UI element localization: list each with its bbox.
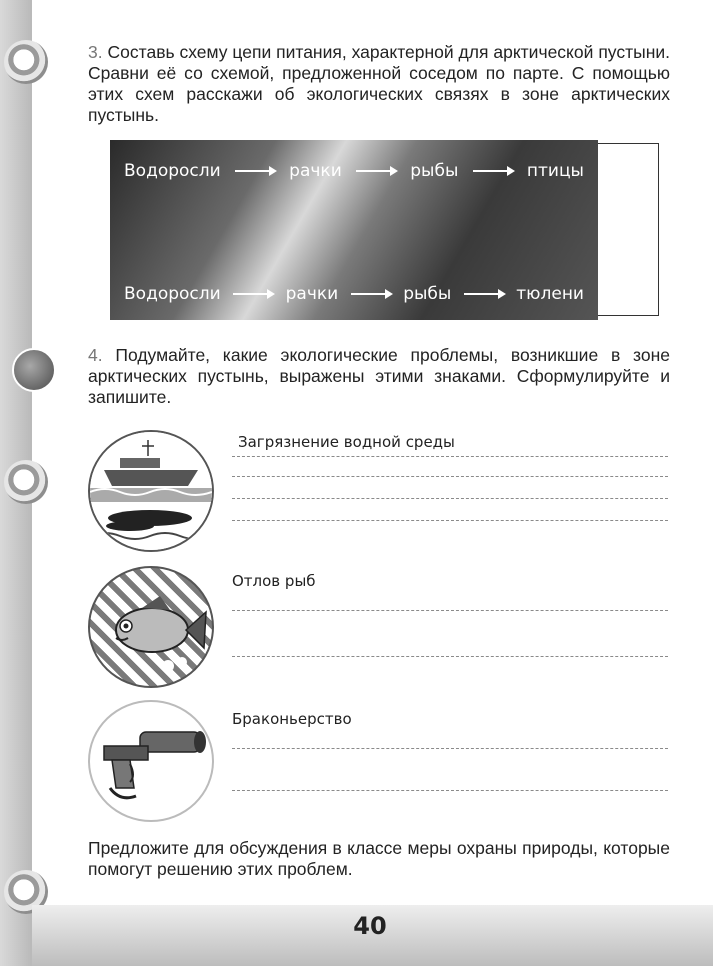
arrow-right-icon: [464, 293, 504, 295]
fish-net-icon: [88, 566, 214, 688]
food-chain-row-2: [124, 279, 584, 309]
arrow-right-icon: [473, 170, 513, 172]
answer-line[interactable]: [232, 498, 668, 499]
globe-icon: [12, 348, 56, 392]
arrow-right-icon: [235, 170, 275, 172]
answer-2-text: Отлов рыб: [232, 572, 316, 590]
answer-3-text: Браконьерство: [232, 710, 352, 728]
oil-spill-ship-icon: [88, 430, 214, 552]
answer-line[interactable]: [232, 456, 668, 457]
answer-line[interactable]: [232, 748, 668, 749]
arrow-right-icon: [233, 293, 273, 295]
answer-line[interactable]: [232, 656, 668, 657]
answer-line[interactable]: [232, 790, 668, 791]
task-5-text: Предложите для обсуждения в классе меры охраны природы, которые помогут решению этих проблем.: [88, 838, 670, 879]
binding-ring-icon: [4, 40, 48, 84]
food-chain-answer-box[interactable]: [598, 143, 659, 316]
chain-item: рыбы: [403, 284, 452, 304]
task-4-body: Подумайте, какие экологические проблемы, возникшие в зоне арктических пустынь, выражены этими знаками. Сформулируйте и запишите.: [88, 345, 670, 407]
answer-1-text: Загрязнение водной среды: [238, 433, 455, 451]
page-number: 40: [353, 912, 387, 940]
task-3-body: Составь схему цепи питания, характерной для арктической пустыни. Сравни её со схемой, предложенной соседом по парте. С помощью этих схем расскажи об экологических связях в зоне арктических пустынь.: [88, 42, 670, 125]
chain-item: Водоросли: [124, 284, 221, 304]
arrow-right-icon: [356, 170, 396, 172]
task-3-number: 3.: [88, 42, 103, 62]
chain-item: рачки: [285, 284, 339, 304]
arrow-right-icon: [351, 293, 391, 295]
gun-icon: [88, 700, 214, 822]
answer-line[interactable]: [232, 476, 668, 477]
chain-item: тюлени: [516, 284, 584, 304]
food-chain-row-1: [124, 156, 584, 186]
chain-item: рачки: [289, 161, 342, 181]
task-4-number: 4.: [88, 345, 103, 365]
chain-item: птицы: [526, 161, 584, 181]
answer-line[interactable]: [232, 520, 668, 521]
answer-line[interactable]: [232, 610, 668, 611]
chain-item: Водоросли: [124, 161, 221, 181]
binding-ring-icon: [4, 460, 48, 504]
chain-item: рыбы: [410, 161, 459, 181]
task-3-text: [88, 42, 670, 126]
task-4-text: [88, 345, 670, 408]
